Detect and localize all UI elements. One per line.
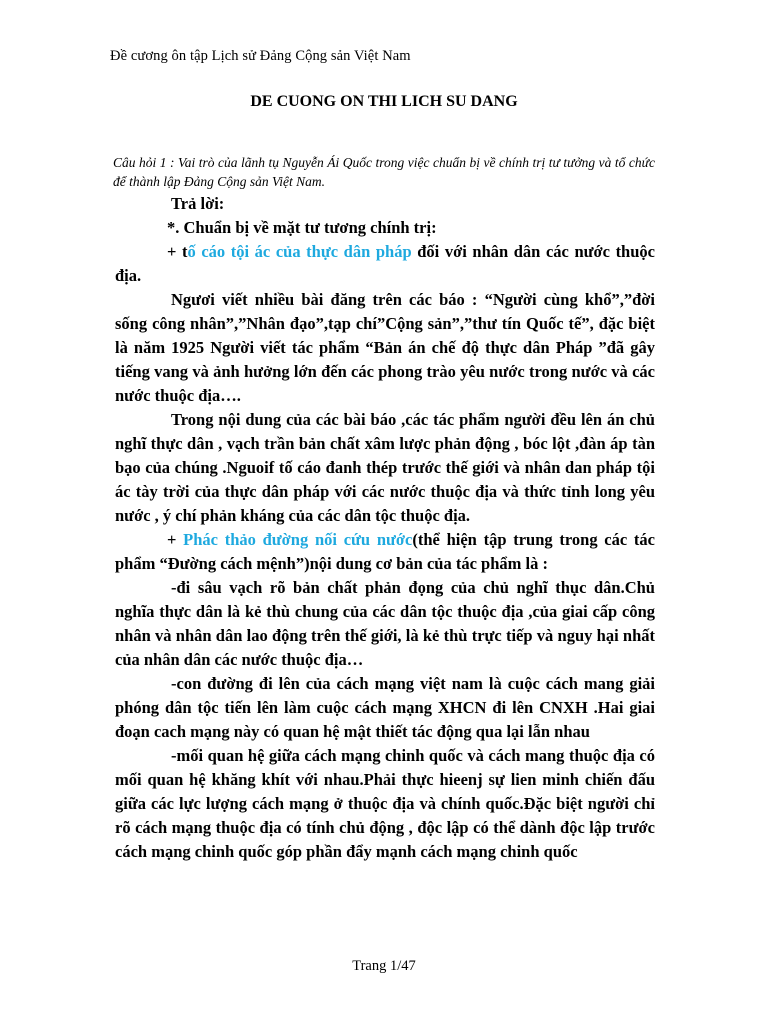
bullet-item-2 xyxy=(115,528,655,576)
highlighted-text: Phác thảo đường nối cứu nước xyxy=(183,530,413,549)
document-title: DE CUONG ON THI LICH SU DANG xyxy=(250,93,518,110)
document-body xyxy=(115,192,655,864)
question-text: Câu hỏi 1 : Vai trò của lãnh tụ Nguyễn Ái Quốc trong việc chuẩn bị về chính trị tư tưởng và tổ chức để thành lập Đảng Cộng sản Việt Nam. xyxy=(113,155,655,189)
bullet-prefix: + t xyxy=(167,242,188,261)
paragraph-2: Trong nội dung của các bài báo ,các tác phẩm người đều lên án chủ nghĩ thực dân , vạch trần bản chất xâm lược phản động , bóc lột ,đàn áp tàn bạo của chúng .Nguoif tố cáo đanh thép trước thế giới và nhân dan pháp tội ác tày trời của thực dân pháp với các nước thuộc địa và thức tỉnh long yêu nước , ý chí phản kháng của các dân tộc thuộc địa. xyxy=(115,410,655,525)
paragraph-4: -con đường đi lên của cách mạng việt nam là cuộc cách mang giải phóng dân tộc tiến lên làm cuộc cách mạng XHCN đi lên CNXH .Hai giai đoạn cach mạng này có quan hệ mật thiết tác động qua lại lẫn nhau xyxy=(115,674,655,741)
running-header: Đề cương ôn tập Lịch sử Đảng Cộng sản Việt Nam xyxy=(110,48,411,64)
highlighted-text: ố cáo tội ác của thực dân pháp xyxy=(187,242,412,261)
page-number: Trang 1/47 xyxy=(352,958,416,974)
paragraph-5: -mối quan hệ giữa cách mạng chinh quốc và cách mang thuộc địa có mối quan hệ khăng khít với nhau.Phải thực hieenj sự lien minh chiến đấu giữa các lực lượng cách mạng ở thuộc địa và chính quốc.Đặc biệt người chỉ rõ cách mạng thuộc địa có tính chủ động , độc lập có thể dành độc lập trước cách mạng chinh quốc góp phần đẩy mạnh cách mạng chinh quốc xyxy=(115,746,655,861)
answer-label: Trả lời: xyxy=(171,194,225,213)
bullet-prefix: + xyxy=(167,530,184,549)
bullet-item-1 xyxy=(115,240,655,288)
bullet-rest: đối với nhân dân các nước thuộc địa. xyxy=(115,242,655,285)
paragraph-3: -đi sâu vạch rõ bản chất phản đọng của chủ nghĩ thục dân.Chủ nghĩa thực dân là kẻ thù chung của các dân tộc thuộc địa ,của giai cấp công nhân và nhân dân lao động trên thế giới, là kẻ thù trực tiếp và nguy hại nhất của nhân dân các nước thuộc địa… xyxy=(115,578,655,669)
bullet-rest: (thể hiện tập trung trong các tác phẩm “Đường cách mệnh”)nội dung cơ bản của tác phẩm là : xyxy=(115,530,655,573)
section-heading: *. Chuẩn bị về mặt tư tương chính trị: xyxy=(167,218,437,237)
paragraph-1: Ngươi viết nhiều bài đăng trên các báo : “Người cùng khổ”,”đời sống công nhân”,”Nhân đạo”,tạp chí”Cộng sản”,”thư tín Quốc tế”, đặc biệt là năm 1925 Người viết tác phẩm “Bản án chế độ thực dân Pháp ”đã gây tiếng vang và ảnh hưởng lớn đến các phong trào yêu nước trong nước và các nước thuộc địa…. xyxy=(115,290,655,405)
